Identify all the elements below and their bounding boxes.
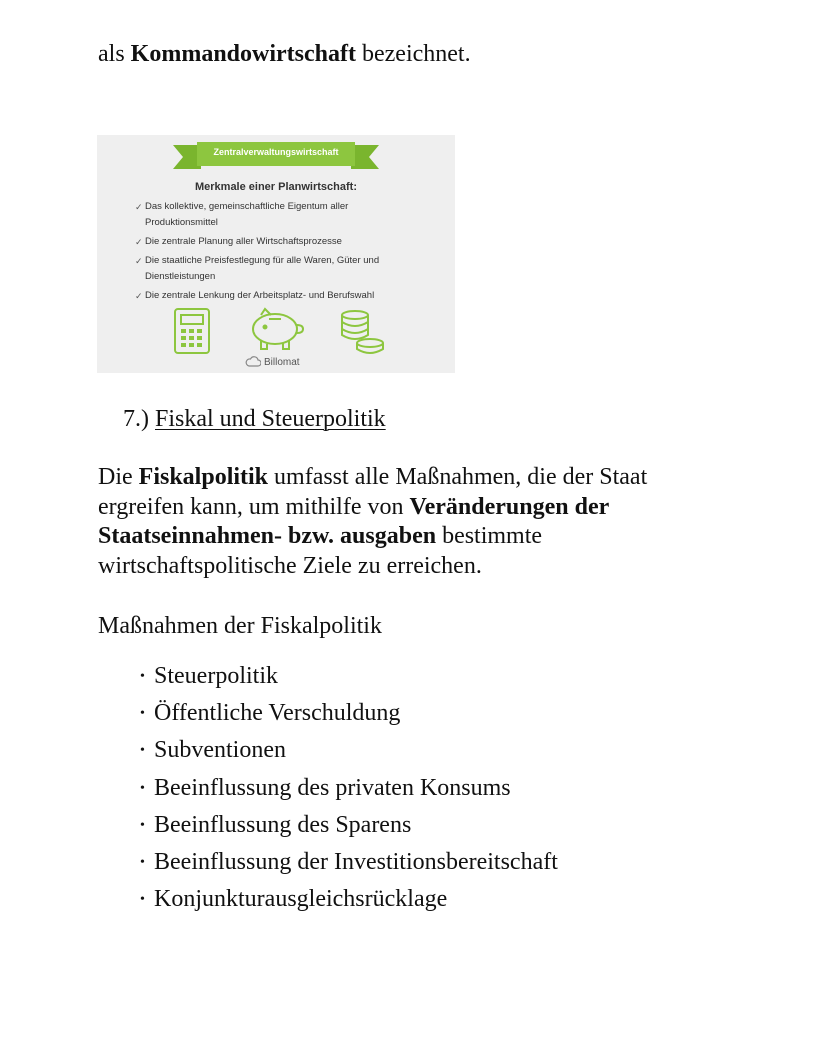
coin-stack-icon <box>342 311 383 353</box>
measures-heading: Maßnahmen der Fiskalpolitik <box>98 613 382 639</box>
bullet-icon: • <box>140 817 145 833</box>
bold-term: Fiskalpolitik <box>138 464 269 490</box>
check-icon: ✓ <box>135 291 143 301</box>
calculator-icon <box>175 309 209 353</box>
section-title: Fiskal und Steuerpolitik <box>155 406 386 432</box>
figure-heading: Merkmale einer Planwirtschaft: <box>194 181 357 193</box>
figure-icons <box>97 303 455 357</box>
section-heading <box>123 403 386 435</box>
list-item: • Beeinflussung des Sparens <box>140 807 558 844</box>
figure-item: ✓ Die staatliche Preisfestlegung für alle Waren, Güter und <box>145 253 379 269</box>
measures-list <box>140 658 558 918</box>
list-item: • Steuerpolitik <box>140 658 558 695</box>
figure-item-continued: Dienstleistungen <box>145 271 216 282</box>
list-item: • Beeinflussung der Investitionsbereitschaft <box>140 844 558 881</box>
bullet-icon: • <box>140 780 145 796</box>
list-item: • Beeinflussung des privaten Konsums <box>140 770 558 807</box>
list-item: • Konjunkturausgleichsrücklage <box>140 881 558 918</box>
bold-term: Veränderungen der Staatseinnahmen- bzw. ausgaben <box>98 493 609 549</box>
bullet-icon: • <box>140 706 145 722</box>
brand-name: Billomat <box>264 357 300 368</box>
fiskalpolitik-paragraph: Die Fiskalpolitik umfasst alle Maßnahmen, die der Staat ergreifen kann, um mithilfe von Veränderungen der Staatseinnahmen- bzw. ausgaben bestimmte wirtschaftspolitische Ziele zu erreichen. <box>98 464 648 579</box>
figure-item: ✓ Das kollektive, gemeinschaftliche Eigentum aller <box>145 199 348 215</box>
cloud-icon <box>245 356 261 367</box>
piggy-bank-icon <box>253 309 303 349</box>
figure-item: ✓ Die zentrale Lenkung der Arbeitsplatz- und Berufswahl <box>145 288 374 304</box>
figure-item: ✓ Die zentrale Planung aller Wirtschaftsprozesse <box>145 234 342 250</box>
bullet-icon: • <box>140 855 145 871</box>
bullet-icon: • <box>140 669 145 684</box>
check-icon: ✓ <box>135 256 143 266</box>
intro-prefix: als <box>98 41 131 67</box>
intro-line <box>98 38 471 70</box>
intro-suffix: bezeichnet. <box>356 41 471 67</box>
check-icon: ✓ <box>135 237 143 247</box>
list-item: • Subventionen <box>140 732 558 769</box>
check-icon: ✓ <box>135 202 143 212</box>
intro-bold-term: Kommandowirtschaft <box>130 41 356 67</box>
figure-item-continued: Produktionsmittel <box>145 217 218 228</box>
planwirtschaft-figure <box>97 135 455 373</box>
bullet-icon: • <box>140 743 145 759</box>
ribbon-title: Zentralverwaltungswirtschaft <box>213 147 339 157</box>
bullet-icon: • <box>140 892 145 908</box>
list-item: • Öffentliche Verschuldung <box>140 695 558 732</box>
billomat-logo <box>245 356 300 368</box>
section-number: 7.) <box>123 406 149 432</box>
